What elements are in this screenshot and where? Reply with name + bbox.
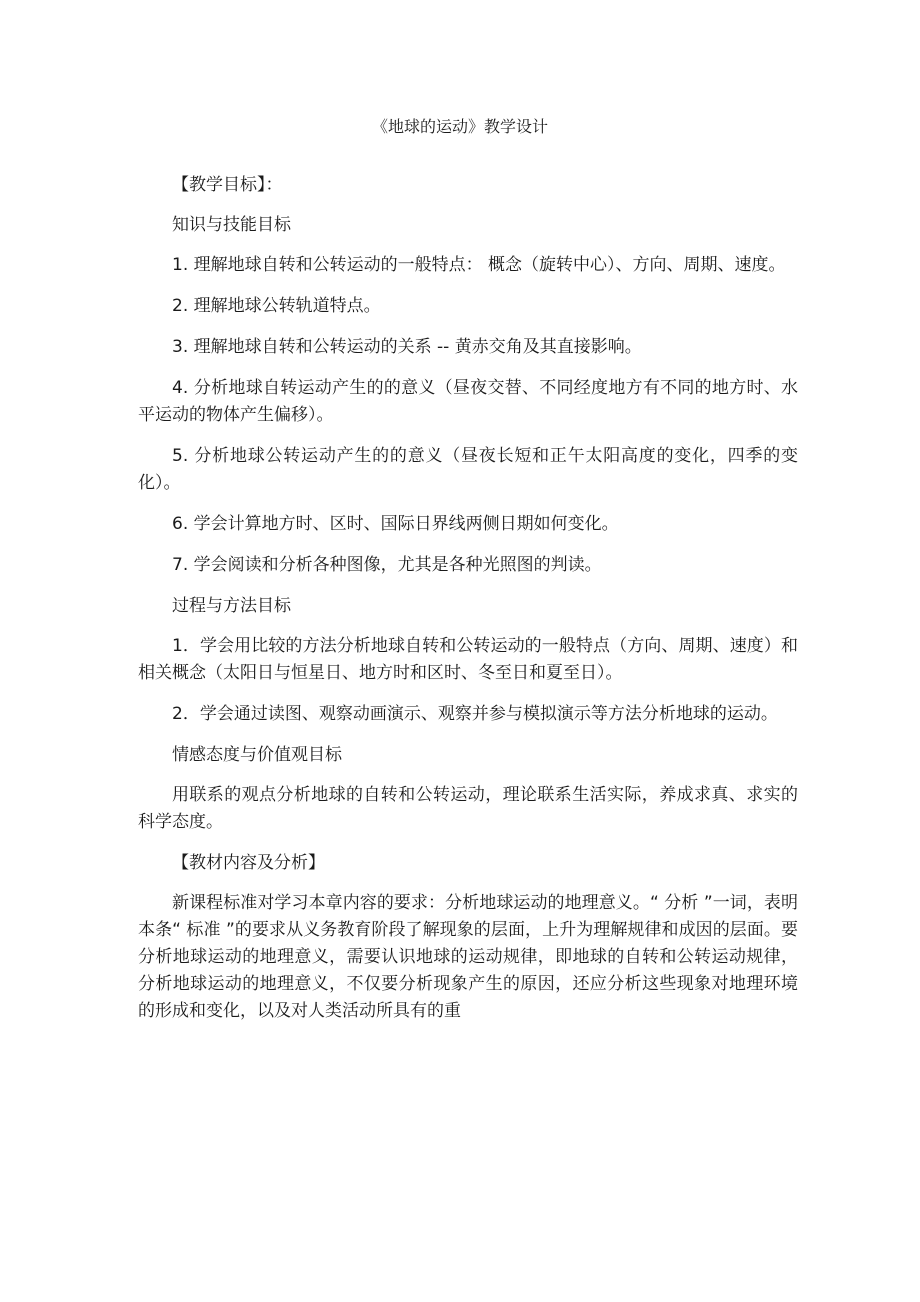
document-body [138, 172, 798, 1039]
paragraph: 3. 理解地球自转和公转运动的关系 -- 黄赤交角及其直接影响。 [172, 337, 642, 357]
document-title: 《地球的运动》教学设计 [371, 117, 548, 136]
paragraph: 7. 学会阅读和分析各种图像，尤其是各种光照图的判读。 [172, 555, 602, 575]
paragraph: 6. 学会计算地方时、区时、国际日界线两侧日期如何变化。 [172, 514, 619, 534]
section-heading-materials-analysis: 【教材内容及分析】 [172, 853, 325, 873]
paragraph: 2．学会通过读图、观察动画演示、观察并参与模拟演示等方法分析地球的运动。 [172, 704, 778, 724]
subheading-knowledge-skills: 知识与技能目标 [172, 215, 291, 235]
paragraph: 4. 分析地球自转运动产生的的意义（昼夜交替、不同经度地方有不同的地方时、水平运动的物体产生偏移）。 [138, 378, 798, 425]
section-heading-teaching-goals: 【教学目标】： [172, 175, 283, 195]
paragraph: 新课程标准对学习本章内容的要求：分析地球运动的地理意义。“ 分析 ”一词，表明本条“ 标准 ”的要求从义务教育阶段了解现象的层面，上升为理解规律和成因的层面。要分析地球运动的地理意义，需要认识地球的运动规律，即地球的自转和公转运动规律，分析地球运动的地理意义，不仅要分析现象产生的原因，还应分析这些现象对地理环境的形成和变化，以及对人类活动所具有的重 [138, 893, 798, 1021]
paragraph: 2. 理解地球公转轨道特点。 [172, 296, 381, 316]
subheading-emotion-values: 情感态度与价值观目标 [172, 745, 342, 765]
paragraph: 1．学会用比较的方法分析地球自转和公转运动的一般特点（方向、周期、速度）和相关概念（太阳日与恒星日、地方时和区时、冬至日和夏至日）。 [138, 636, 798, 683]
paragraph: 用联系的观点分析地球的自转和公转运动，理论联系生活实际，养成求真、求实的科学态度。 [138, 785, 798, 832]
paragraph: 1. 理解地球自转和公转运动的一般特点： 概念（旋转中心）、方向、周期、速度。 [172, 255, 786, 275]
subheading-process-methods: 过程与方法目标 [172, 596, 291, 616]
paragraph: 5. 分析地球公转运动产生的的意义（昼夜长短和正午太阳高度的变化，四季的变化）。 [138, 446, 798, 493]
